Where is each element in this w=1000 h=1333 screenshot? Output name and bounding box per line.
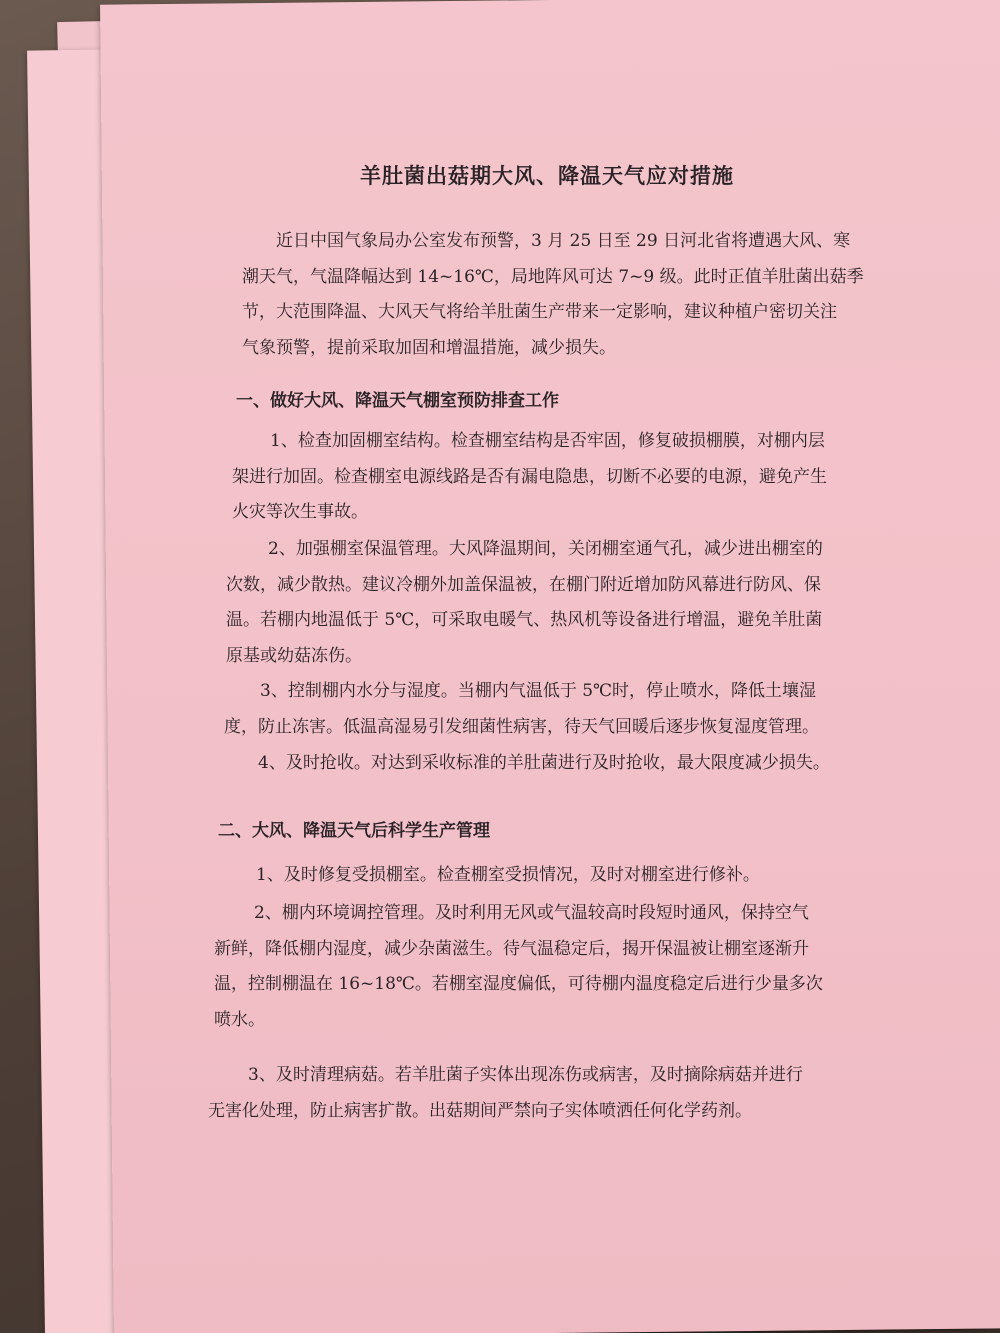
section1-item-4 (258, 746, 830, 782)
item-line: 次数，减少散热。建议冷棚外加盖保温被，在棚门附近增加防风幕进行防风、保 (226, 574, 821, 595)
section1-item-3 (224, 674, 819, 745)
item-line: 原基或幼菇冻伤。 (226, 645, 362, 666)
item-line: 3、及时清理病菇。若羊肚菌子实体出现冻伤或病害，及时摘除病菇并进行 (248, 1065, 803, 1085)
section-heading: 一、做好大风、降温天气棚室预防排查工作 (236, 391, 559, 411)
item-line: 3、控制棚内水分与湿度。当棚内气温低于 5℃时，停止喷水，降低土壤湿 (260, 681, 817, 701)
section1-item-1 (232, 424, 827, 531)
item-line: 度，防止冻害。低温高湿易引发细菌性病害，待天气回暖后逐步恢复湿度管理。 (224, 716, 819, 737)
intro-line: 潮天气，气温降幅达到 14~16℃，局地阵风可达 7~9 级。此时正值羊肚菌出菇季 (242, 266, 864, 287)
item-line: 温，控制棚温在 16~18℃。若棚室湿度偏低，可待棚内温度稳定后进行少量多次 (214, 974, 823, 994)
item-line: 喷水。 (214, 1009, 265, 1030)
item-line: 1、检查加固棚室结构。检查棚室结构是否牢固，修复破损棚膜，对棚内层 (270, 431, 825, 451)
section2-item-1 (256, 858, 760, 894)
item-line: 2、棚内环境调控管理。及时利用无风或气温较高时段短时通风，保持空气 (254, 903, 809, 923)
item-line: 新鲜，降低棚内湿度，减少杂菌滋生。待气温稳定后，揭开保温被让棚室逐渐升 (214, 938, 809, 959)
section-heading: 二、大风、降温天气后科学生产管理 (218, 821, 490, 841)
item-line: 4、及时抢收。对达到采收标准的羊肚菌进行及时抢收，最大限度减少损失。 (258, 753, 830, 773)
document-title: 羊肚菌出菇期大风、降温天气应对措施 (360, 163, 734, 188)
intro-paragraph (242, 224, 864, 366)
item-line: 1、及时修复受损棚室。检查棚室受损情况，及时对棚室进行修补。 (256, 865, 760, 885)
item-line: 2、加强棚室保温管理。大风降温期间，关闭棚室通气孔，减少进出棚室的 (268, 539, 823, 559)
intro-line: 气象预警，提前采取加固和增温措施，减少损失。 (242, 337, 616, 358)
intro-line: 节，大范围降温、大风天气将给羊肚菌生产带来一定影响，建议种植户密切关注 (242, 302, 837, 322)
section1-item-2 (226, 532, 823, 674)
item-line: 火灾等次生事故。 (232, 502, 368, 522)
section2-item-3 (208, 1058, 803, 1129)
item-line: 温。若棚内地温低于 5℃，可采取电暖气、热风机等设备进行增温，避免羊肚菌 (226, 610, 823, 630)
item-line: 架进行加固。检查棚室电源线路是否有漏电隐患，切断不必要的电源，避免产生 (232, 466, 827, 487)
intro-line: 近日中国气象局办公室发布预警，3 月 25 日至 29 日河北省将遭遇大风、寒 (276, 231, 851, 251)
section2-item-2 (214, 896, 823, 1038)
item-line: 无害化处理，防止病害扩散。出菇期间严禁向子实体喷洒任何化学药剂。 (208, 1100, 752, 1121)
